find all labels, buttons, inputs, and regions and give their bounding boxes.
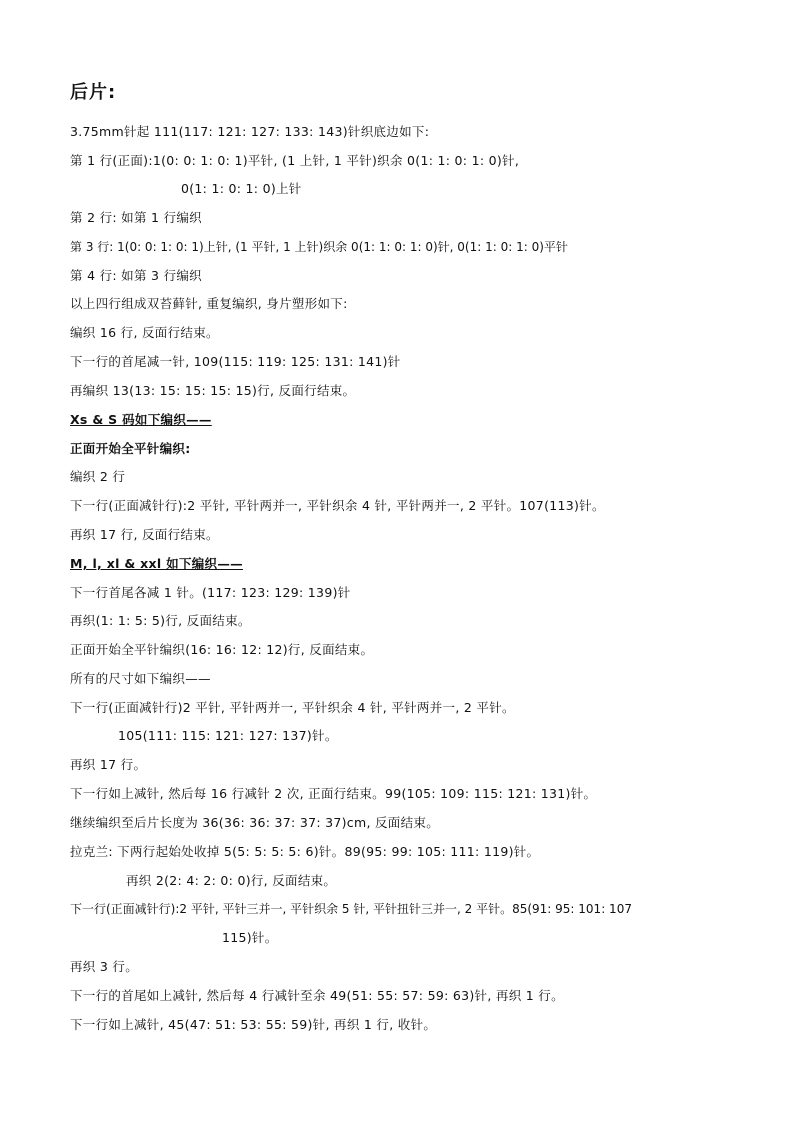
pattern-line: 以上四行组成双苔藓针, 重复编织, 身片塑形如下: <box>70 296 348 311</box>
pattern-line: 再织 17 行。 <box>70 757 147 772</box>
pattern-line: 再编织 13(13: 15: 15: 15: 15)行, 反面行结束。 <box>70 383 356 398</box>
pattern-line: 编织 2 行 <box>70 469 126 484</box>
pattern-line: 105(111: 115: 121: 127: 137)针。 <box>118 728 338 743</box>
pattern-line: 下一行(正面减针行):2 平针, 平针三并一, 平针织余 5 针, 平针扭针三并一, 2 平针。85(91: 95: 101: 107 <box>70 902 632 916</box>
pattern-line: 再织 17 行, 反面行结束。 <box>70 527 219 542</box>
pattern-line: 第 3 行: 1(0: 0: 1: 0: 1)上针, (1 平针, 1 上针)织余 0(1: 1: 0: 1: 0)针, 0(1: 1: 0: 1: 0)平针 <box>70 240 568 254</box>
pattern-line: 第 2 行: 如第 1 行编织 <box>70 210 202 225</box>
pattern-line: 下一行(正面减针行):2 平针, 平针两并一, 平针织余 4 针, 平针两并一, 2 平针。107(113)针。 <box>70 498 605 513</box>
pattern-line: 再织(1: 1: 5: 5)行, 反面结束。 <box>70 613 251 628</box>
pattern-line: 下一行首尾各减 1 针。(117: 123: 129: 139)针 <box>70 585 351 600</box>
pattern-line: 拉克兰: 下两行起始处收掉 5(5: 5: 5: 5: 6)针。89(95: 99: 105: 111: 119)针。 <box>70 844 540 859</box>
pattern-line: 第 1 行(正面):1(0: 0: 1: 0: 1)平针, (1 上针, 1 平针)织余 0(1: 1: 0: 1: 0)针, <box>70 153 520 168</box>
pattern-line: 正面开始全平针编织(16: 16: 12: 12)行, 反面结束。 <box>70 642 374 657</box>
pattern-line: 下一行如上减针, 然后每 16 行减针 2 次, 正面行结束。99(105: 109: 115: 121: 131)针。 <box>70 786 597 801</box>
size-subheading: Xs & S 码如下编织—— <box>70 412 212 427</box>
pattern-line: 再织 3 行。 <box>70 959 138 974</box>
pattern-line: 继续编织至后片长度为 36(36: 36: 37: 37: 37)cm, 反面结束。 <box>70 815 439 830</box>
pattern-line: 下一行(正面减针行)2 平针, 平针两并一, 平针织余 4 针, 平针两并一, 2 平针。 <box>70 700 515 715</box>
pattern-line: 0(1: 1: 0: 1: 0)上针 <box>181 181 302 196</box>
pattern-line: 编织 16 行, 反面行结束。 <box>70 325 219 340</box>
pattern-line: 下一行的首尾如上减针, 然后每 4 行减针至余 49(51: 55: 57: 59: 63)针, 再织 1 行。 <box>70 988 564 1003</box>
size-subheading: M, l, xl & xxl 如下编织—— <box>70 556 243 571</box>
pattern-line: 115)针。 <box>222 930 278 945</box>
pattern-line: 3.75mm针起 111(117: 121: 127: 133: 143)针织底边如下: <box>70 124 430 139</box>
pattern-line: 下一行如上减针, 45(47: 51: 53: 55: 59)针, 再织 1 行, 收针。 <box>70 1017 437 1032</box>
pattern-line: 第 4 行: 如第 3 行编织 <box>70 268 202 283</box>
pattern-line: 正面开始全平针编织: <box>70 441 191 456</box>
section-heading: 后片: <box>70 82 117 103</box>
pattern-line: 再织 2(2: 4: 2: 0: 0)行, 反面结束。 <box>126 873 337 888</box>
pattern-line: 下一行的首尾减一针, 109(115: 119: 125: 131: 141)针 <box>70 354 401 369</box>
pattern-line: 所有的尺寸如下编织—— <box>70 671 211 686</box>
